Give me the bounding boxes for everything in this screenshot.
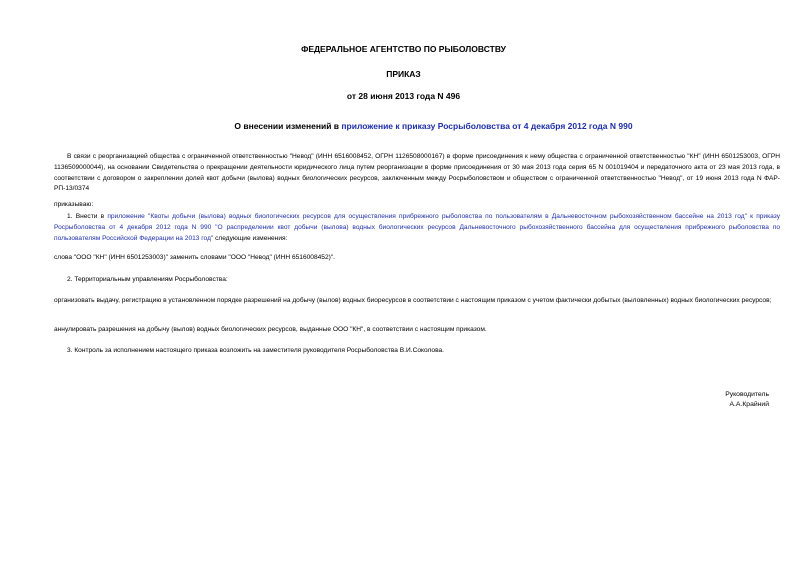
signature-title: Руководитель [725,391,769,398]
agency-title: ФЕДЕРАЛЬНОЕ АГЕНТСТВО ПО РЫБОЛОВСТВУ [301,44,506,54]
signature-name: А.А.Крайний [729,401,769,408]
subject-prefix: О внесении изменений в [234,121,342,131]
item-2a-paragraph: организовать выдачу, регистрацию в установленном порядке разрешений на добычу (вылов) водных биоресурсов в соответствии с настоящим приказом с учетом фактически добытых (выловленных) водных биологических ресурсов; [54,297,772,304]
item-1-prefix: 1. Внести в [67,213,108,220]
replace-words-paragraph: слова "ООО "КН" (ИНН 6501253003)" заменить словами "ООО "Невод" (ИНН 6516008452)". [54,254,335,261]
item-2-paragraph: 2. Территориальным управлениям Росрыболовства: [67,276,228,283]
item-3-paragraph: 3. Контроль за исполнением настоящего приказа возложить на заместителя руководителя Росрыболовства В.И.Соколова. [67,347,444,354]
subject-link[interactable]: приложение к приказу Росрыболовства от 4 декабря 2012 года N 990 [341,121,633,131]
document-date-number: от 28 июня 2013 года N 496 [346,91,461,101]
preamble-paragraph: В связи с реорганизацией общества с ограниченной ответственностью "Невод" (ИНН 6516008452, ОГРН 1126508000167) в форме присоединения к нему общества с ограниченной ответственностью "КН" (ИНН 6501253003, ОГРН 1136509000044), на основании Свидетельства о прекращении деятельности юридического лица путем реорганизации в форме присоединения от 30 мая 2013 года серия 65 N 001019404 и передаточного акта от 23 мая 2013 года, в соответствии с договором о закреплении долей квот добычи (вылова) водных биологических ресурсов, заключенным между Росрыболовством и обществом с ограниченной ответственностью "Невод", от 19 июня 2013 года N ФАР-РП-13/0374 [54,153,780,193]
item-1-link[interactable]: приложение "Квоты добычи (вылова) водных биологических ресурсов для осуществления прибрежного рыболовства по пользователям в Дальневосточном рыбохозяйственном бассейне на 2013 год" к приказу Росрыболовства от 4 декабря 2012 года N 990 "О распределении квот добычи (вылова) водных биологических ресурсов Дальневосточного рыбохозяйственного бассейна для осуществления прибрежного рыболовства по пользователям Российской Федерации на 2013 год" [54,213,780,242]
item-1-suffix: следующие изменения: [213,234,288,242]
document-subject [60,121,807,132]
item-1-paragraph [54,212,780,244]
document-type: ПРИКАЗ [386,69,421,79]
order-word: приказываю: [54,201,94,208]
item-2b-paragraph: аннулировать разрешения на добычу (вылов) водных биологических ресурсов, выданные ООО "КН", в соответствии с настоящим приказом. [54,326,487,333]
